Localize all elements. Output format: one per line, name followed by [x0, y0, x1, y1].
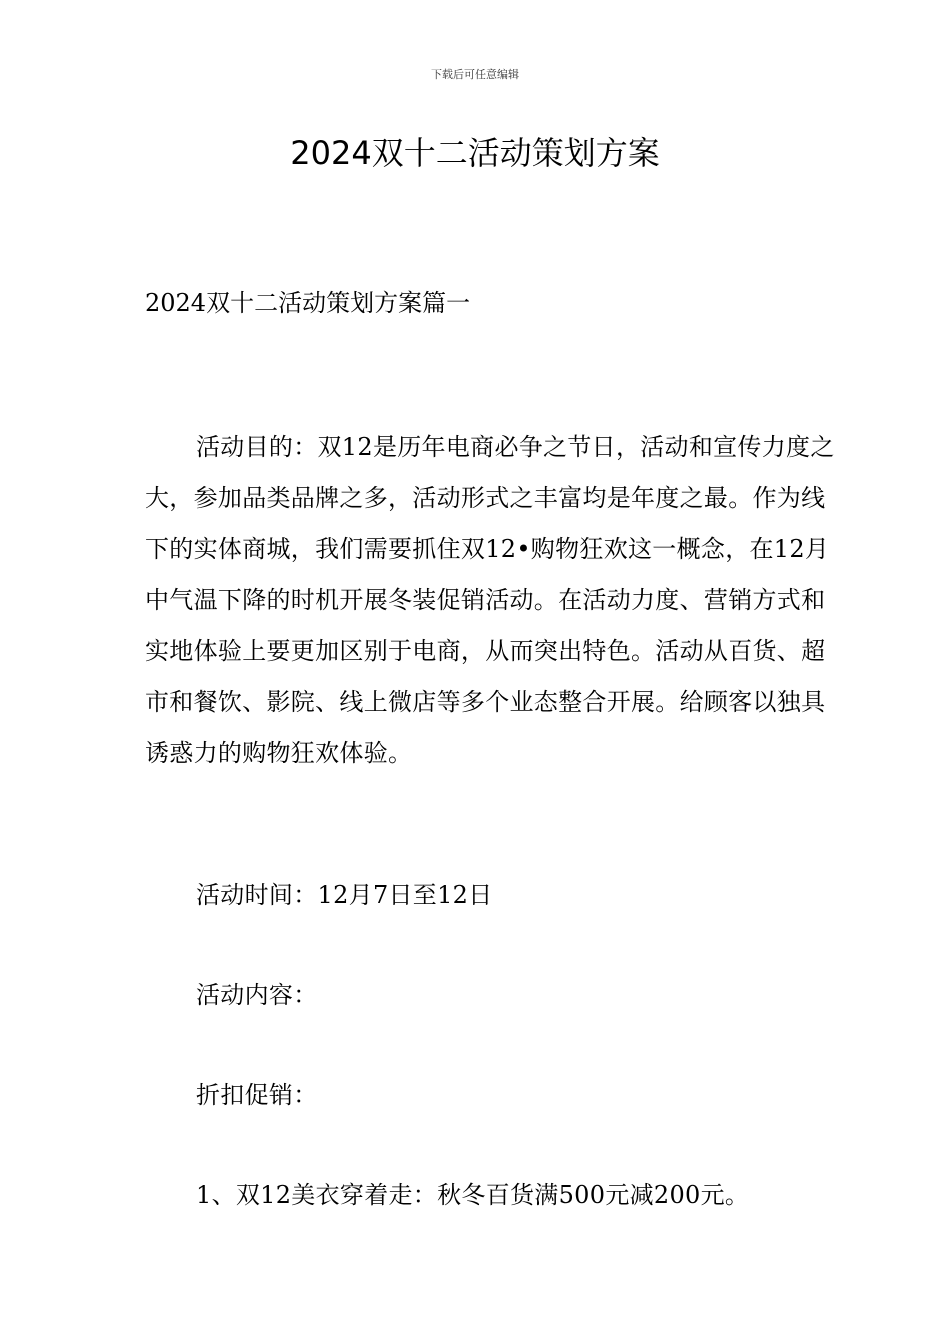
- paragraph-content: 活动内容：: [196, 981, 318, 1009]
- paragraph-discount: 折扣促销：: [196, 1081, 318, 1109]
- paragraph-time: 活动时间：12月7日至12日: [196, 881, 493, 909]
- paragraph-purpose: 活动目的：双12是历年电商必争之节日，活动和宣传力度之大，参加品类品牌之多，活动形式之丰富均是年度之最。作为线下的实体商城，我们需要抓住双12•购物狂欢这一概念，在12月中气温下降的时机开展冬装促销活动。在活动力度、营销方式和实地体验上要更加区别于电商，从而突出特色。活动从百货、超市和餐饮、影院、线上微店等多个业态整合开展。给顾客以独具诱惑力的购物狂欢体验。: [145, 433, 835, 767]
- paragraph-item-1: 1、双12美衣穿着走：秋冬百货满500元减200元。: [196, 1181, 750, 1209]
- header-note: 下载后可任意编辑: [431, 68, 519, 81]
- section-heading: 2024双十二活动策划方案篇一: [145, 289, 471, 317]
- document-title: 2024双十二活动策划方案: [290, 134, 660, 172]
